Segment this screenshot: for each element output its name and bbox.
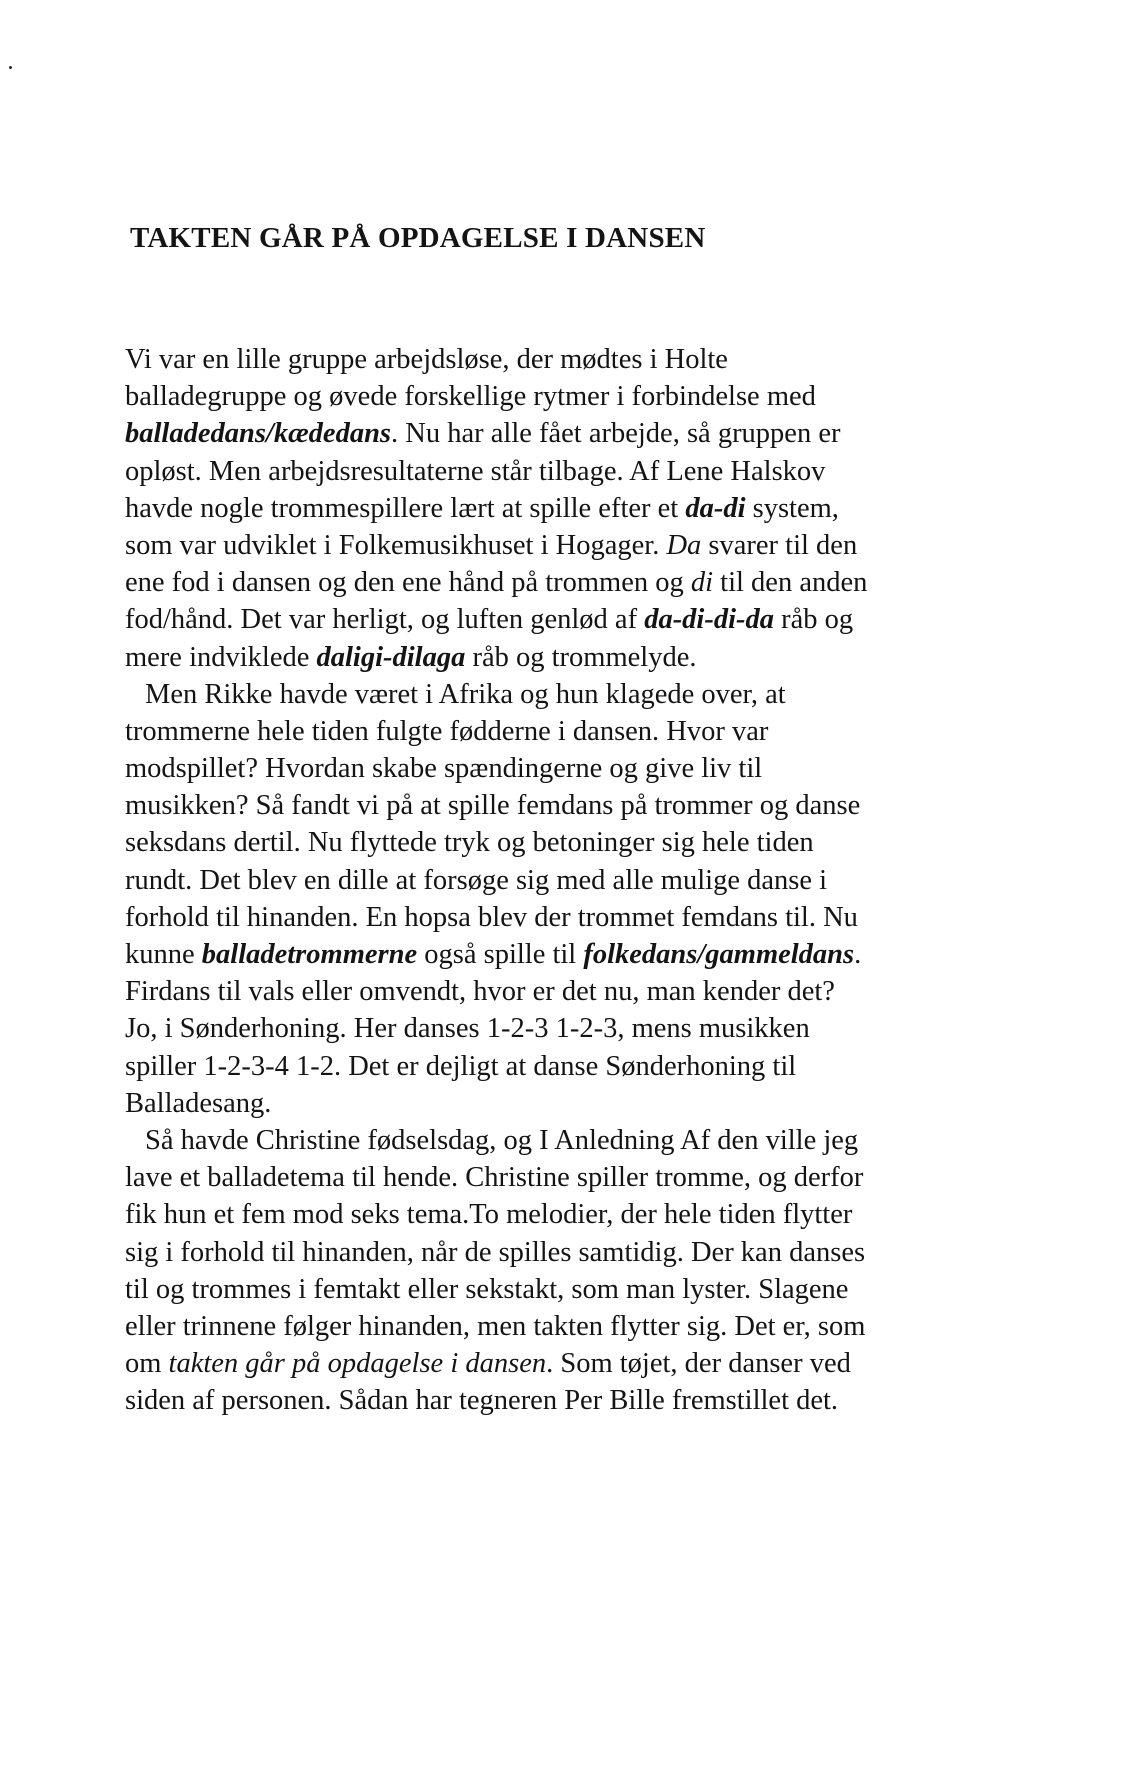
text-line: mere indviklede daligi-dilaga råb og trommelyde. — [125, 641, 697, 673]
text-line: trommerne hele tiden fulgte fødderne i dansen. Hvor var — [125, 715, 769, 747]
text-line: Firdans til vals eller omvendt, hvor er det nu, man kender det? — [125, 976, 835, 1008]
emphasis-text: da-di — [685, 492, 746, 524]
text-line: som var udviklet i Folkemusikhuset i Hogager. Da svarer til den — [125, 529, 858, 561]
emphasis-text: balladedans/kædedans — [125, 418, 392, 450]
emphasis-text: di — [683, 567, 721, 599]
text-line: kunne balladetrommerne også spille til folkedans/gammeldans. — [125, 939, 862, 970]
scan-speck — [9, 66, 12, 69]
text-line: fik hun et fem mod seks tema.To melodier, der hele tiden flytter — [125, 1199, 853, 1231]
emphasis-text: folkedans/gammeldans — [583, 939, 855, 970]
text-line: Balladesang. — [125, 1087, 272, 1119]
emphasis-text: daligi-dilaga — [316, 641, 466, 673]
text-line: Så havde Christine fødselsdag, og I Anledning Af den ville jeg — [145, 1124, 859, 1156]
emphasis-text: Da — [666, 529, 702, 561]
text-line: balladedans/kædedans. Nu har alle fået arbejde, så gruppen er — [125, 418, 841, 450]
text-line: Vi var en lille gruppe arbejdsløse, der mødtes i Holte — [125, 344, 728, 375]
emphasis-text: takten går på opdagelse i dansen — [168, 1348, 547, 1380]
text-line: lave et balladetema til hende. Christine spiller tromme, og derfor — [125, 1162, 864, 1194]
text-line: rundt. Det blev en dille at forsøge sig med alle mulige danse i — [125, 864, 828, 896]
text-line: modspillet? Hvordan skabe spændingerne og give liv til — [125, 753, 763, 785]
text-line: eller trinnene følger hinanden, men takten flytter sig. Det er, som — [125, 1310, 866, 1342]
text-line: sig i forhold til hinanden, når de spilles samtidig. Der kan danses — [125, 1236, 866, 1268]
text-line: til og trommes i femtakt eller sekstakt, som man lyster. Slagene — [125, 1273, 849, 1305]
text-line: siden af personen. Sådan har tegneren Per Bille fremstillet det. — [125, 1385, 839, 1417]
text-line: ene fod i dansen og den ene hånd på trommen og di til den anden — [125, 567, 868, 599]
body-text — [125, 341, 1005, 1419]
emphasis-text: balladetrommerne — [201, 939, 418, 970]
emphasis-text: da-di-di-da — [644, 604, 774, 636]
text-line: opløst. Men arbejdsresultaterne står tilbage. Af Lene Halskov — [125, 455, 826, 487]
text-line: musikken? Så fandt vi på at spille femdans på trommer og danse — [125, 790, 861, 822]
text-line: spiller 1-2-3-4 1-2. Det er dejligt at danse Sønderhoning til — [125, 1050, 797, 1082]
text-line: Men Rikke havde været i Afrika og hun klagede over, at — [145, 678, 786, 710]
page-title: TAKTEN GÅR PÅ OPDAGELSE I DANSEN — [130, 222, 706, 254]
text-line: Jo, i Sønderhoning. Her danses 1-2-3 1-2-3, mens musikken — [125, 1013, 810, 1045]
text-line: forhold til hinanden. En hopsa blev der trommet femdans til. Nu — [125, 901, 858, 933]
text-line: havde nogle trommespillere lært at spille efter et da-di system, — [125, 492, 839, 524]
text-line: fod/hånd. Det var herligt, og luften genlød af da-di-di-da råb og — [125, 604, 854, 636]
text-line: balladegruppe og øvede forskellige rytmer i forbindelse med — [125, 381, 816, 413]
text-line: seksdans dertil. Nu flyttede tryk og betoninger sig hele tiden — [125, 827, 814, 859]
text-line: om takten går på opdagelse i dansen. Som tøjet, der danser ved — [125, 1348, 851, 1380]
